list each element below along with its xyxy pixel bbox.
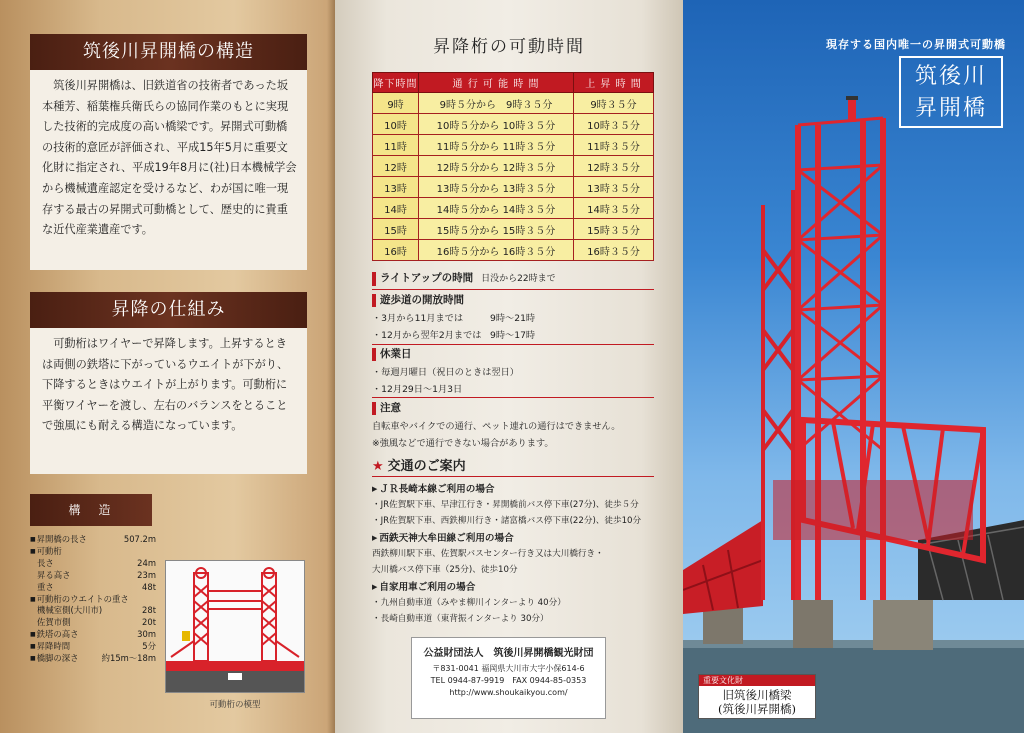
- cultural-property-badge: [698, 674, 816, 719]
- schedule-row: [373, 93, 654, 114]
- transport-line: ・長崎自動車道（東背振インターより 30分）: [372, 614, 549, 624]
- star-icon: ★: [372, 459, 384, 474]
- cover-subtitle: 現存する国内唯一の昇開式可動橋: [826, 38, 1006, 51]
- schedule-row: [373, 198, 654, 219]
- raise-time-cell: 11時３５分: [574, 135, 654, 156]
- transport-line: ・JR佐賀駅下車、早津江行き・昇開橋前バス停下車(27分)、徒歩５分: [372, 500, 639, 510]
- cover-panel: [683, 0, 1024, 733]
- schedule-row: [373, 156, 654, 177]
- passable-time-cell: 15時５分から 15時３５分: [419, 219, 574, 240]
- spec-row: [30, 558, 156, 570]
- passable-time-cell: 14時５分から 14時３５分: [419, 198, 574, 219]
- walkway-line: [372, 327, 672, 344]
- lightup-heading: [372, 272, 672, 286]
- bridge-model-image: [165, 560, 305, 693]
- walkway-heading: 遊歩道の開放時間: [372, 294, 672, 307]
- mechanism-description: [30, 328, 307, 474]
- raise-time-cell: 15時３５分: [574, 219, 654, 240]
- transport-subheading: ▶ ＪＲ長崎本線ご利用の場合: [372, 482, 672, 497]
- passable-time-cell: 9時５分から 9時３５分: [419, 93, 574, 114]
- spec-row: [30, 605, 156, 617]
- lower-time-cell: 15時: [373, 219, 419, 240]
- spec-label: 長さ: [37, 557, 54, 568]
- transport-title: 交通のご案内: [387, 459, 466, 474]
- walkway-line: [372, 310, 672, 327]
- passable-time-cell: 10時５分から 10時３５分: [419, 114, 574, 135]
- spec-label: 昇る高さ: [37, 569, 71, 580]
- walkway-period: ・12月から翌年2月までは: [372, 330, 482, 341]
- closed-line: ・毎週月曜日（祝日のときは翌日）: [372, 367, 519, 378]
- foundation-prefix: 公益財団法人: [423, 648, 484, 659]
- lower-time-cell: 12時: [373, 156, 419, 177]
- spec-row: [30, 617, 156, 629]
- spec-row: [30, 653, 156, 665]
- structure-text: 筑後川昇開橋は、旧鉄道省の技術者であった坂本種芳、稲葉権兵衛氏らの協同作業のもとに実現した技術的完成度の高い橋梁です。昇開式可動橋の技術的意匠が評価され、平成15年5月に重要文化財に指定され、平成19年8月に(社)日本機械学会から機械遺産認定を受けるなど、わが国に唯一現存する最古の昇開式可動橋として、歴史的に貴重な近代産業遺産です。: [42, 79, 297, 237]
- caution-line: ※強風などで通行できない場合があります。: [372, 438, 554, 449]
- middle-panel: [335, 0, 683, 733]
- schedule-row: [373, 219, 654, 240]
- walkway-hours: 9時〜21時: [490, 313, 536, 324]
- lower-time-cell: 11時: [373, 135, 419, 156]
- schedule-header-row: [373, 73, 654, 93]
- transport-heading: [372, 455, 466, 474]
- specs-heading: 構 造: [30, 494, 152, 526]
- transport-line: 大川橋バス停下車（25分)、徒歩10分: [372, 565, 518, 575]
- badge-name-line2: (筑後川昇開橋): [718, 702, 796, 716]
- raise-time-cell: 10時３５分: [574, 114, 654, 135]
- header-passable-time: 通 行 可 能 時 間: [419, 73, 574, 93]
- badge-name: [699, 686, 815, 718]
- foundation-contact: [411, 637, 606, 719]
- spec-label: 佐賀市側: [37, 617, 71, 628]
- foundation-name: [412, 644, 605, 659]
- mechanism-heading: 昇降の仕組み: [30, 292, 307, 328]
- spec-label: ■ 可動桁のウエイトの重さ: [30, 594, 129, 606]
- spec-row: [30, 582, 156, 594]
- lightup-note: 日没から22時まで: [481, 274, 556, 284]
- structure-description: [30, 70, 307, 270]
- spec-value: 約15m〜18m: [101, 653, 156, 664]
- passable-time-cell: 12時５分から 12時３５分: [419, 156, 574, 177]
- header-raise-time: 上 昇 時 間: [574, 73, 654, 93]
- spec-label: ■ 昇開橋の長さ: [30, 534, 87, 546]
- cover-title-line2: 昇開橋: [914, 96, 987, 121]
- transport-subheading: ▶ 西鉄天神大牟田線ご利用の場合: [372, 531, 672, 546]
- left-panel: [0, 0, 335, 733]
- structure-heading: 筑後川昇開橋の構造: [30, 34, 307, 70]
- transport-section: [372, 480, 672, 627]
- spec-value: 24m: [137, 557, 156, 568]
- transport-line: ・九州自動車道（みやま柳川インターより 40分）: [372, 598, 566, 608]
- caution-section: [372, 402, 672, 452]
- foundation-url[interactable]: http://www.shoukaikyou.com/: [449, 688, 568, 697]
- specs-list: [30, 534, 156, 665]
- lower-time-cell: 14時: [373, 198, 419, 219]
- raise-time-cell: 14時３５分: [574, 198, 654, 219]
- spec-row: [30, 570, 156, 582]
- schedule-title: 昇降桁の可動時間: [433, 37, 585, 57]
- spec-row: [30, 534, 156, 546]
- foundation-address: 〒831-0041 福岡県大川市大字小保614-6: [432, 664, 585, 673]
- spec-value: 5分: [142, 641, 156, 652]
- walkway-section: [372, 294, 672, 344]
- spec-label: ■ 橋脚の深さ: [30, 653, 79, 665]
- badge-name-line1: 旧筑後川橋梁: [722, 688, 792, 702]
- closed-heading: 休業日: [372, 348, 672, 361]
- spec-label: 機械室側(大川市): [37, 605, 103, 616]
- transport-subheading: ▶ 自家用車ご利用の場合: [372, 580, 672, 595]
- lower-time-cell: 10時: [373, 114, 419, 135]
- schedule-row: [373, 240, 654, 261]
- spec-label: ■ 可動桁: [30, 546, 62, 558]
- foundation-phone: TEL 0944-87-9919 FAX 0944-85-0353: [430, 676, 587, 685]
- raise-time-cell: 12時３５分: [574, 156, 654, 177]
- lightup-title: ライトアップの時間: [380, 272, 474, 284]
- spec-value: 30m: [137, 629, 156, 640]
- walkway-hours: 9時〜17時: [490, 330, 536, 341]
- mechanism-text: 可動桁はワイヤーで昇降します。上昇するときは両側の鉄塔に下がっているウエイトが下がり、下降するときはウエイトが上がります。可動桁に平衡ワイヤーを渡し、左右のバランスをとることで強風にも耐える構造になっています。: [42, 337, 289, 433]
- spec-value: 20t: [142, 617, 156, 628]
- caution-line: 自転車やバイクでの通行、ペット連れの通行はできません。: [372, 421, 621, 432]
- spec-row: [30, 641, 156, 653]
- schedule-row: [373, 135, 654, 156]
- closed-section: [372, 348, 672, 398]
- foundation-org: 筑後川昇開橋観光財団: [493, 648, 594, 659]
- spec-label: ■ 鉄塔の高さ: [30, 629, 79, 641]
- spec-value: 28t: [142, 605, 156, 616]
- closed-line: ・12月29日〜1月3日: [372, 384, 463, 395]
- lower-time-cell: 16時: [373, 240, 419, 261]
- walkway-period: ・3月から11月までは: [372, 313, 464, 324]
- badge-label: 重要文化財: [699, 675, 815, 686]
- raise-time-cell: 16時３５分: [574, 240, 654, 261]
- transport-line: 西鉄柳川駅下車、佐賀駅バスセンター行き又は大川橋行き・: [372, 549, 604, 559]
- schedule-table: [372, 72, 654, 261]
- model-caption: 可動桁の模型: [209, 700, 261, 710]
- cover-title: [899, 56, 1003, 128]
- spec-row: [30, 594, 156, 606]
- schedule-row: [373, 114, 654, 135]
- spec-label: 重さ: [37, 581, 54, 592]
- lightup-section: [372, 272, 672, 289]
- caution-heading: 注意: [372, 402, 672, 415]
- spec-value: 507.2m: [123, 534, 156, 544]
- passable-time-cell: 11時５分から 11時３５分: [419, 135, 574, 156]
- cover-title-line1: 筑後川: [914, 64, 987, 89]
- schedule-row: [373, 177, 654, 198]
- transport-line: ・JR佐賀駅下車、西鉄柳川行き・諸富橋バス停下車(22分)、徒歩10分: [372, 516, 642, 526]
- spec-value: 23m: [137, 569, 156, 580]
- spec-row: [30, 546, 156, 558]
- spec-row: [30, 629, 156, 641]
- passable-time-cell: 13時５分から 13時３５分: [419, 177, 574, 198]
- passable-time-cell: 16時５分から 16時３５分: [419, 240, 574, 261]
- spec-label: ■ 昇降時間: [30, 641, 70, 653]
- header-lower-time: 降下時間: [373, 73, 419, 93]
- bridge-model-drawing: [166, 561, 304, 692]
- lower-time-cell: 13時: [373, 177, 419, 198]
- spec-value: 48t: [142, 581, 156, 592]
- raise-time-cell: 13時３５分: [574, 177, 654, 198]
- lower-time-cell: 9時: [373, 93, 419, 114]
- raise-time-cell: 9時３５分: [574, 93, 654, 114]
